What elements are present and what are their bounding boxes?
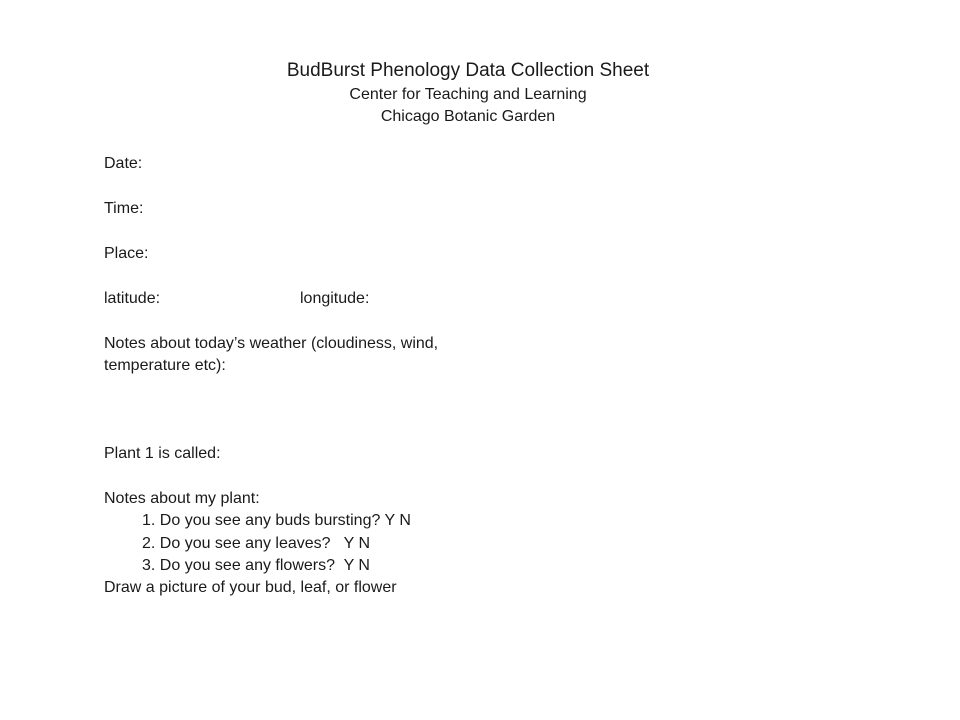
longitude-label: longitude: [300,290,370,307]
question-buds-bursting: 1. Do you see any buds bursting? Y N [142,512,411,529]
question-flowers: 3. Do you see any flowers? Y N [142,557,370,574]
sheet-title: BudBurst Phenology Data Collection Sheet [286,60,650,81]
garden-name: Chicago Botanic Garden [380,108,556,125]
question-leaves: 2. Do you see any leaves? Y N [142,535,370,552]
date-label: Date: [104,155,143,172]
latitude-label: latitude: [104,290,161,307]
weather-notes-label-line1: Notes about today’s weather (cloudiness, wind, [104,335,439,352]
plant-name-label: Plant 1 is called: [104,445,221,462]
organization-name: Center for Teaching and Learning [349,86,587,103]
place-label: Place: [104,245,149,262]
draw-instruction: Draw a picture of your bud, leaf, or flower [104,579,397,596]
weather-notes-label-line2: temperature etc): [104,357,226,374]
time-label: Time: [104,200,144,217]
plant-notes-label: Notes about my plant: [104,490,260,507]
